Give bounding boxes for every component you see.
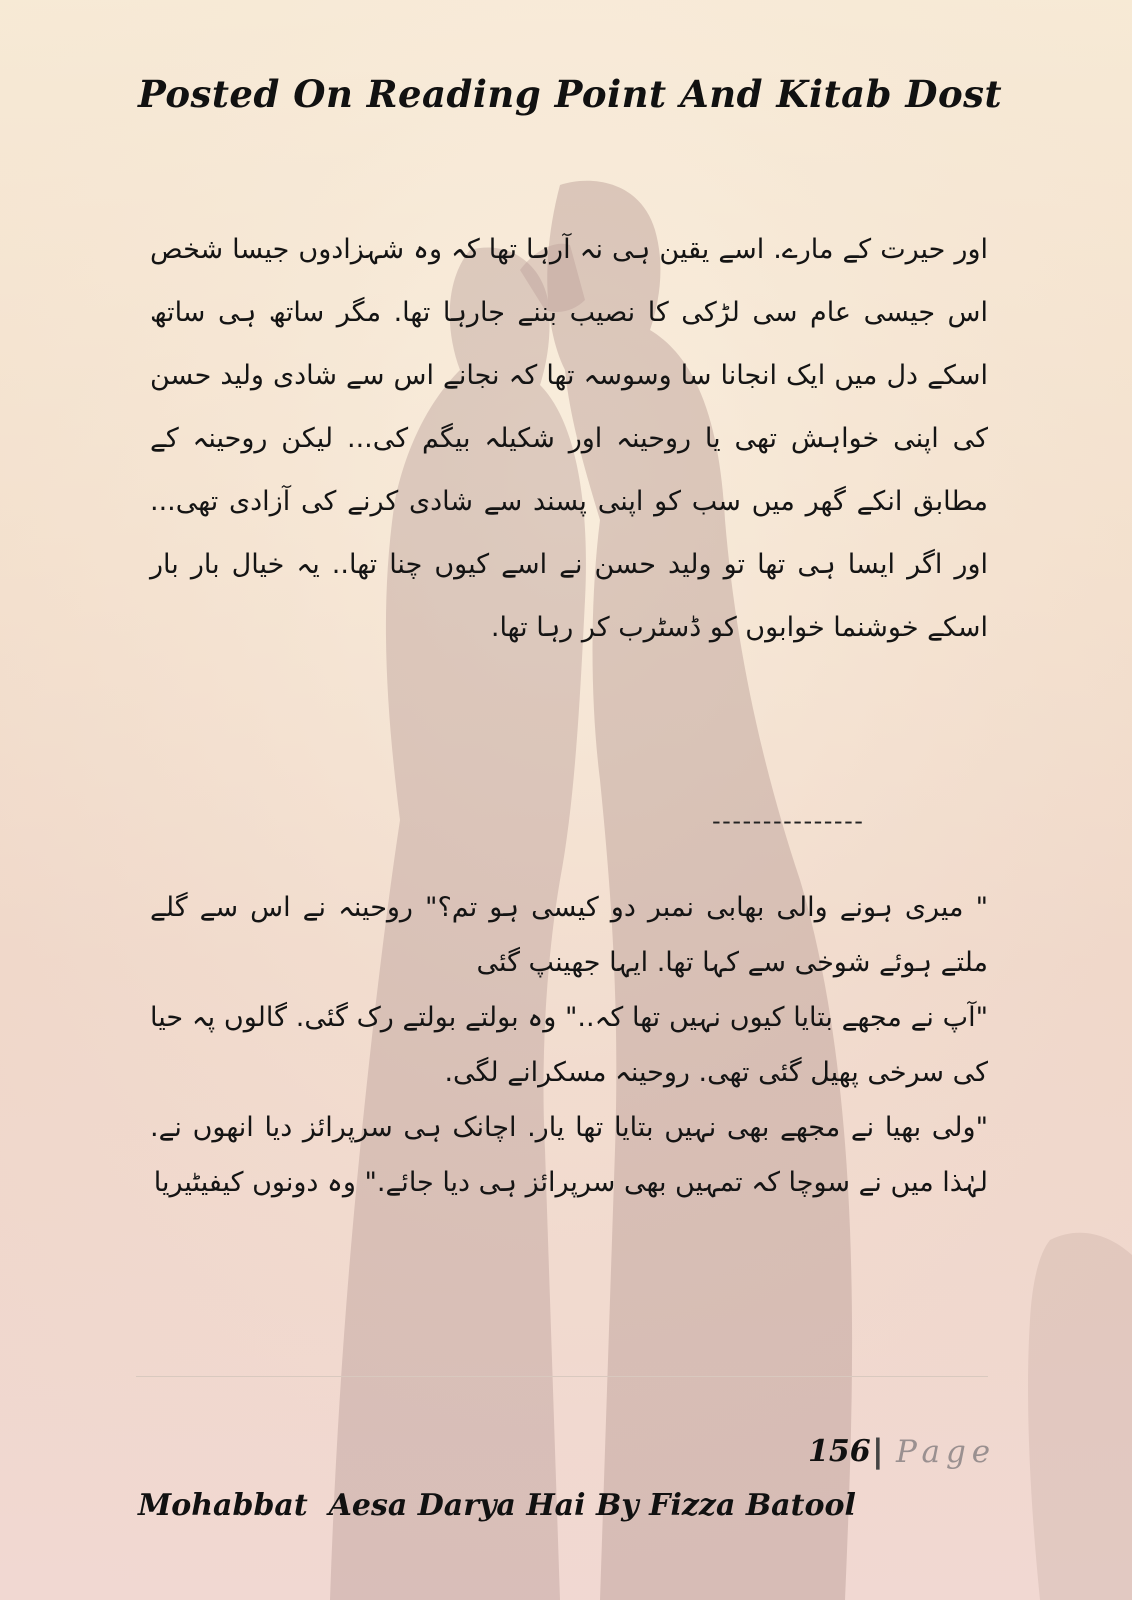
page-label: Page <box>896 1434 997 1470</box>
silhouette-right-edge <box>1028 1233 1132 1600</box>
dialogue-block <box>150 880 988 1210</box>
dialogue-line: "ولی بھیا نے مجھے بھی نہیں بتایا تھا یار. اچانک ہی سرپرائز دیا انھوں نے. لہٰذا میں نے سوچا کہ تمہیں بھی سرپرائز ہی دیا جائے." وہ دونوں کیفیٹیریا <box>150 1112 988 1198</box>
footer-book-title: Mohabbat Aesa Darya Hai By Fizza Batool <box>138 1488 856 1523</box>
dialogue-line: " میری ہونے والی بھابی نمبر دو کیسی ہو تم؟" روحینہ نے اس سے گلے ملتے ہوئے شوخی سے کہا تھا. ایہا جھینپ گئی <box>150 892 988 978</box>
paragraph-narrative <box>150 218 988 659</box>
page-number-divider: | <box>872 1432 884 1470</box>
dialogue-line: "آپ نے مجھے بتایا کیوں نہیں تھا کہ.." وہ بولتے بولتے رک گئی. گالوں پہ حیا کی سرخی پھیل گئی تھی. روحینہ مسکرانے لگی. <box>150 1002 988 1088</box>
header-title: Posted On Reading Point And Kitab Dost <box>138 72 1003 116</box>
section-separator: --------------- <box>712 807 865 835</box>
footer-divider-line <box>136 1376 988 1377</box>
page-number: 156 <box>808 1434 871 1469</box>
paragraph-narrative-text: اور حیرت کے مارے. اسے یقین ہی نہ آرہا تھا کہ وہ شہزادوں جیسا شخص اس جیسی عام سی لڑکی کا نصیب بننے جارہا تھا. مگر ساتھ ہی ساتھ اسکے دل میں ایک انجانا سا وسوسہ تھا کہ نجانے اس سے شادی ولید حسن کی اپنی خواہش تھی یا روحینہ اور شکیلہ بیگم کی... لیکن روحینہ کے مطابق انکے گھر میں سب کو اپنی پسند سے شادی کرنے کی آزادی تھی... اور اگر ایسا ہی تھا تو ولید حسن نے اسے کیوں چنا تھا.. یہ خیال بار بار اسکے خوشنما خوابوں کو ڈسٹرب کر رہا تھا. <box>150 234 988 643</box>
